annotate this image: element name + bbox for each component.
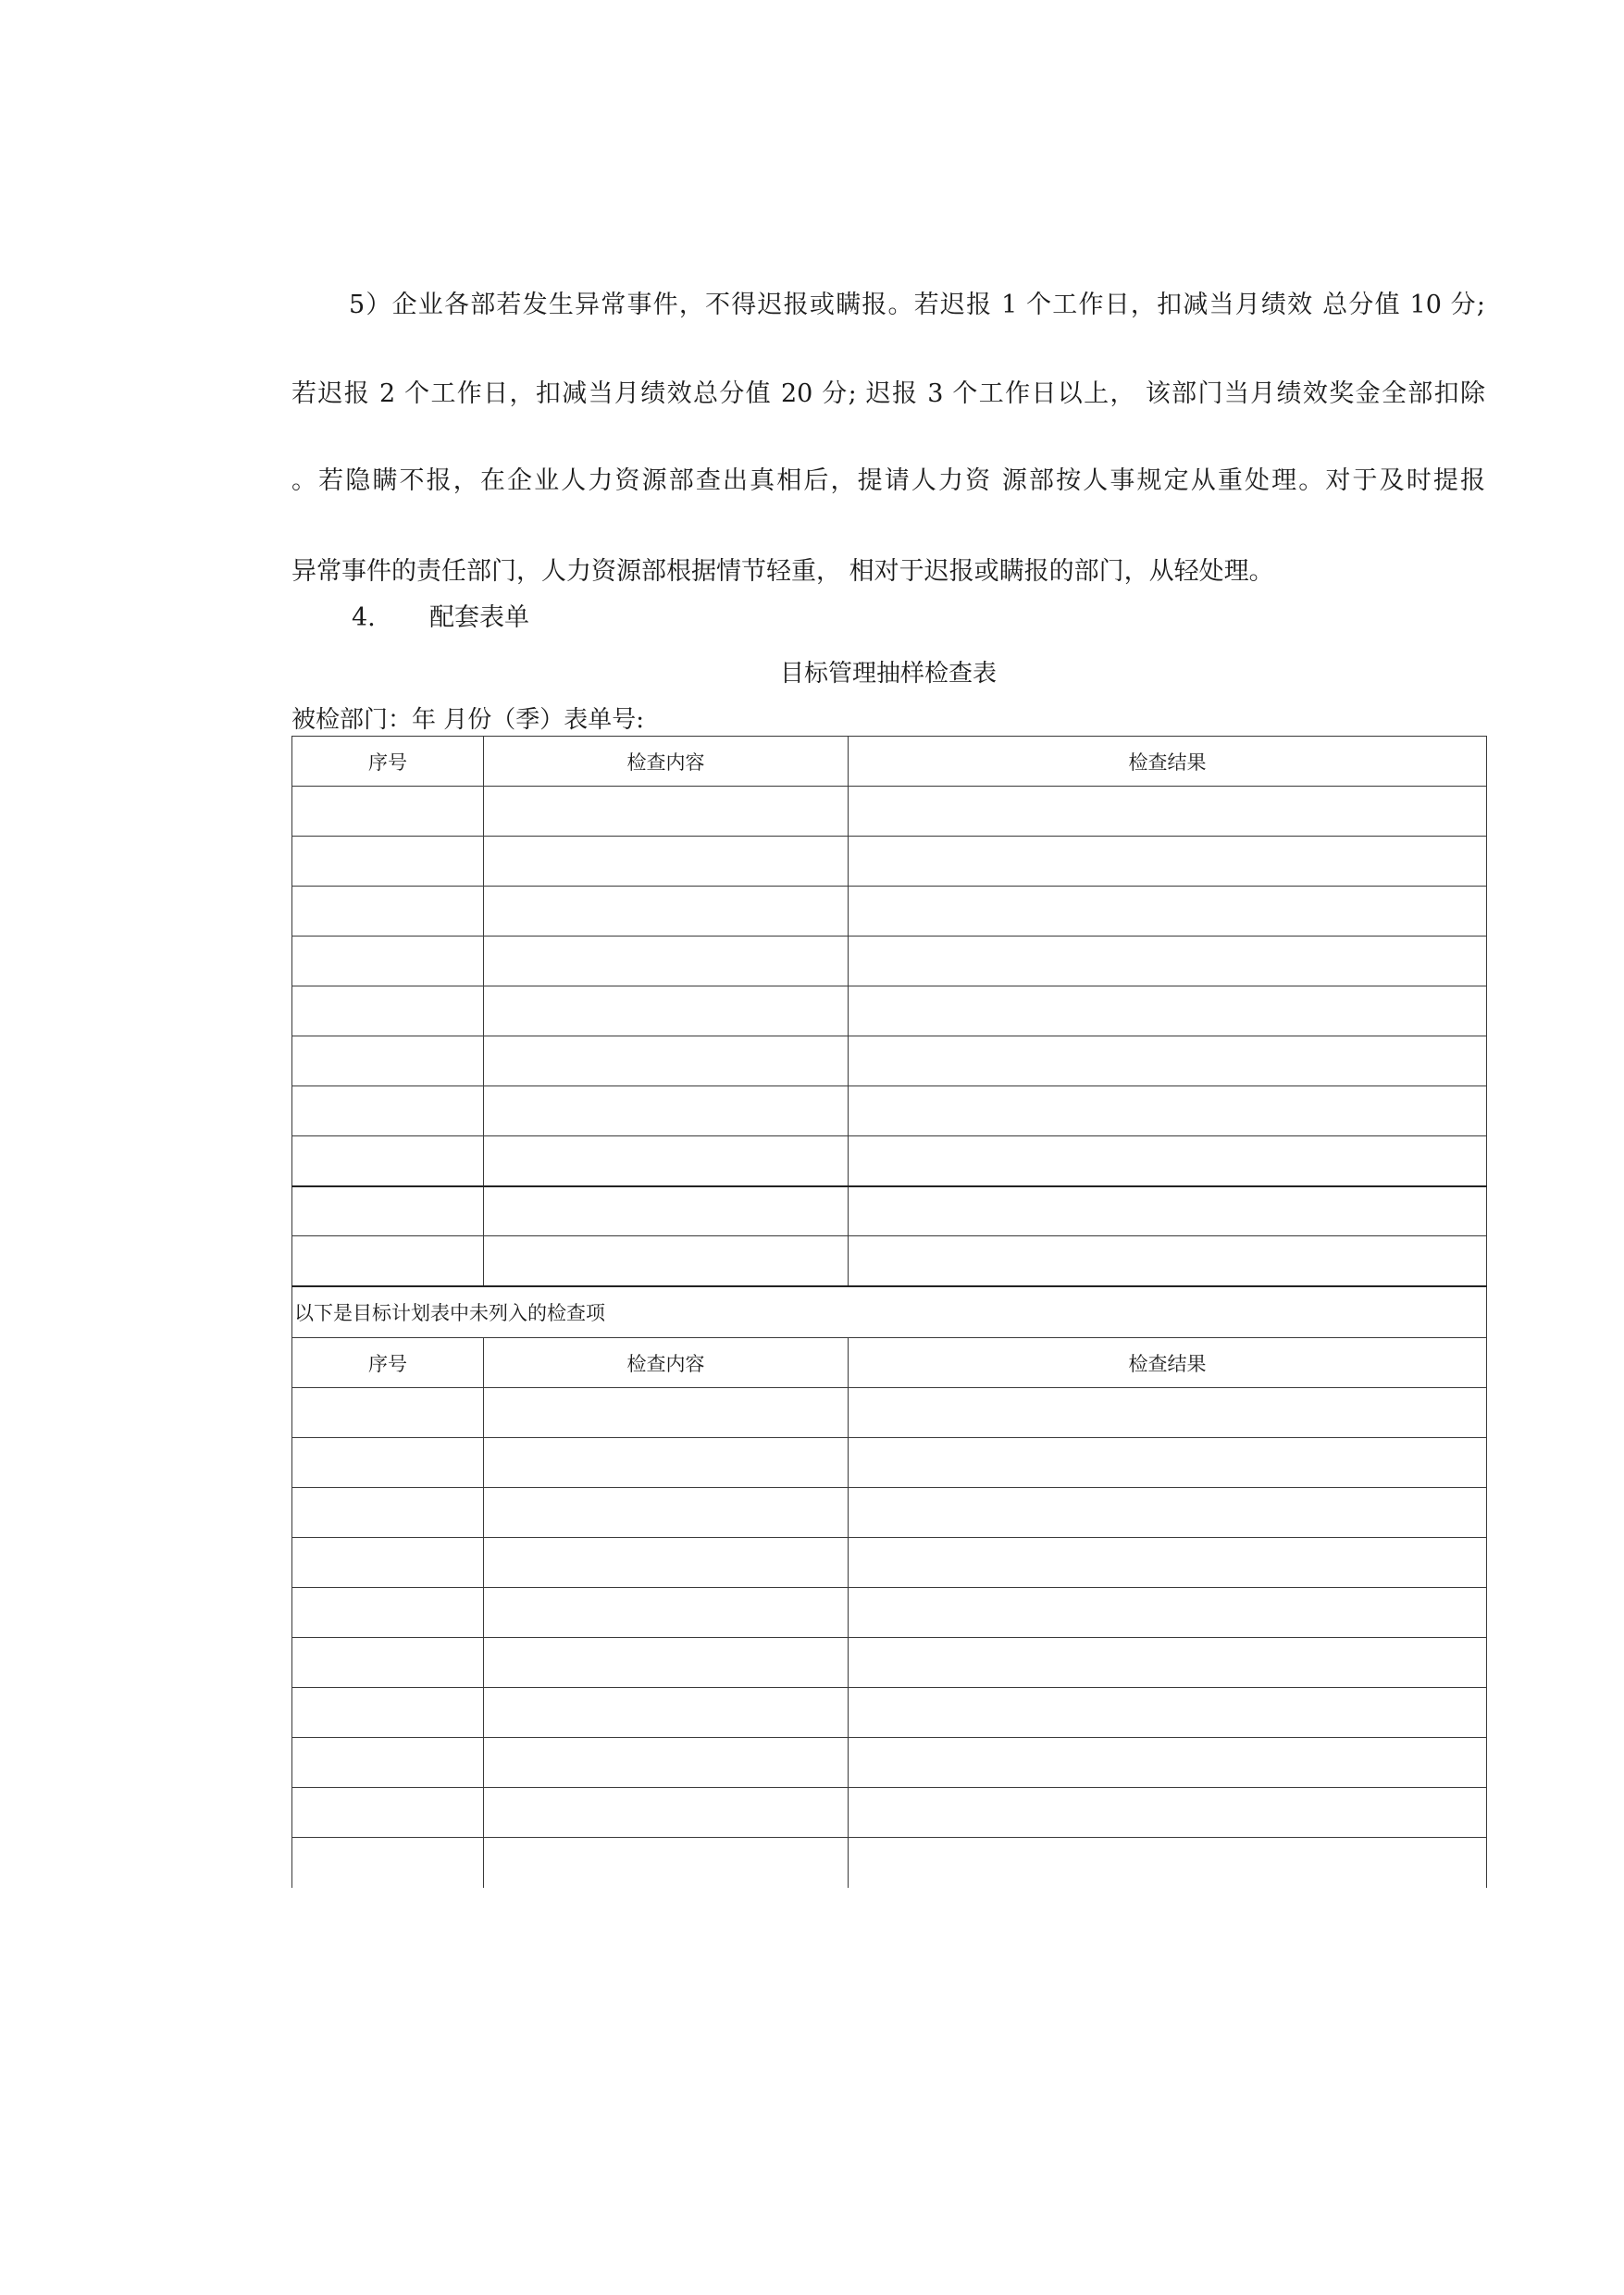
column-header-index: 序号 xyxy=(292,1338,484,1388)
table-row xyxy=(292,1388,1487,1438)
column-header-index: 序号 xyxy=(292,737,484,787)
section-heading xyxy=(352,602,529,635)
table-row xyxy=(292,937,1487,986)
cell-content[interactable] xyxy=(484,1236,849,1286)
table-row xyxy=(292,986,1487,1036)
cell-index[interactable] xyxy=(292,787,484,837)
table-row xyxy=(292,787,1487,837)
cell-index[interactable] xyxy=(292,1738,484,1788)
cell-result[interactable] xyxy=(849,1136,1487,1186)
cell-content[interactable] xyxy=(484,986,849,1036)
cell-result[interactable] xyxy=(849,986,1487,1036)
cell-index[interactable] xyxy=(292,1186,484,1236)
cell-content[interactable] xyxy=(484,1838,849,1888)
cell-index[interactable] xyxy=(292,1638,484,1688)
cell-index[interactable] xyxy=(292,1438,484,1488)
cell-result[interactable] xyxy=(849,1186,1487,1236)
cell-result[interactable] xyxy=(849,1738,1487,1788)
cell-content[interactable] xyxy=(484,1488,849,1538)
table-row xyxy=(292,1488,1487,1538)
table-header-row xyxy=(292,737,1487,787)
section-note-row xyxy=(292,1286,1487,1338)
column-header-content: 检查内容 xyxy=(484,737,849,787)
cell-content[interactable] xyxy=(484,1186,849,1236)
cell-content[interactable] xyxy=(484,1036,849,1086)
column-header-content: 检查内容 xyxy=(484,1338,849,1388)
table-row xyxy=(292,1588,1487,1638)
cell-result[interactable] xyxy=(849,1688,1487,1738)
cell-result[interactable] xyxy=(849,787,1487,837)
paragraph-line-4: 异常事件的责任部门，人力资源部根据情节轻重， 相对于迟报或瞒报的部门，从轻处理。 xyxy=(291,557,1274,586)
cell-index[interactable] xyxy=(292,1588,484,1638)
cell-content[interactable] xyxy=(484,837,849,887)
cell-content[interactable] xyxy=(484,1438,849,1488)
table-row xyxy=(292,1086,1487,1136)
table-row xyxy=(292,1738,1487,1788)
table-row xyxy=(292,1438,1487,1488)
cell-content[interactable] xyxy=(484,1086,849,1136)
form-meta: 被检部门：年 月份（季）表单号: xyxy=(291,706,645,734)
cell-index[interactable] xyxy=(292,1488,484,1538)
cell-result[interactable] xyxy=(849,1086,1487,1136)
cell-index[interactable] xyxy=(292,986,484,1036)
table-row xyxy=(292,1538,1487,1588)
cell-content[interactable] xyxy=(484,937,849,986)
cell-result[interactable] xyxy=(849,1438,1487,1488)
table-row xyxy=(292,1688,1487,1738)
cell-result[interactable] xyxy=(849,1838,1487,1888)
cell-content[interactable] xyxy=(484,1788,849,1838)
column-header-result: 检查结果 xyxy=(849,1338,1487,1388)
cell-index[interactable] xyxy=(292,1388,484,1438)
cell-index[interactable] xyxy=(292,837,484,887)
section-title: 配套表单 xyxy=(429,603,529,632)
cell-result[interactable] xyxy=(849,1638,1487,1688)
cell-result[interactable] xyxy=(849,1788,1487,1838)
cell-result[interactable] xyxy=(849,1538,1487,1588)
cell-index[interactable] xyxy=(292,1036,484,1086)
cell-result[interactable] xyxy=(849,1388,1487,1438)
column-header-result: 检查结果 xyxy=(849,737,1487,787)
table-row xyxy=(292,837,1487,887)
cell-content[interactable] xyxy=(484,1388,849,1438)
cell-content[interactable] xyxy=(484,1136,849,1186)
cell-index[interactable] xyxy=(292,1688,484,1738)
cell-result[interactable] xyxy=(849,837,1487,887)
cell-content[interactable] xyxy=(484,1588,849,1638)
paragraph-line-3: 。若隐瞒不报，在企业人力资源部查出真相后，提请人力资 源部按人事规定从重处理。对于及时提报 xyxy=(291,466,1485,495)
paragraph-line-1: 5）企业各部若发生异常事件，不得迟报或瞒报。若迟报 1 个工作日，扣减当月绩效 总分值 10 分; xyxy=(349,291,1485,319)
cell-index[interactable] xyxy=(292,937,484,986)
table-header-row-2 xyxy=(292,1338,1487,1388)
table-row xyxy=(292,1236,1487,1286)
table-row xyxy=(292,1838,1487,1888)
cell-result[interactable] xyxy=(849,887,1487,937)
table-row xyxy=(292,1638,1487,1688)
cell-result[interactable] xyxy=(849,937,1487,986)
cell-index[interactable] xyxy=(292,1236,484,1286)
cell-result[interactable] xyxy=(849,1236,1487,1286)
table-row xyxy=(292,1788,1487,1838)
inspection-table-body xyxy=(292,737,1487,1888)
cell-index[interactable] xyxy=(292,1538,484,1588)
cell-index[interactable] xyxy=(292,1086,484,1136)
cell-result[interactable] xyxy=(849,1588,1487,1638)
section-number: 4. xyxy=(352,603,376,632)
table-row xyxy=(292,1136,1487,1186)
cell-content[interactable] xyxy=(484,787,849,837)
cell-index[interactable] xyxy=(292,1838,484,1888)
cell-index[interactable] xyxy=(292,887,484,937)
cell-content[interactable] xyxy=(484,1738,849,1788)
cell-content[interactable] xyxy=(484,1688,849,1738)
cell-content[interactable] xyxy=(484,1538,849,1588)
paragraph-line-2: 若迟报 2 个工作日，扣减当月绩效总分值 20 分; 迟报 3 个工作日以上， 该部门当月绩效奖金全部扣除 xyxy=(291,379,1485,408)
cell-index[interactable] xyxy=(292,1136,484,1186)
cell-result[interactable] xyxy=(849,1036,1487,1086)
cell-index[interactable] xyxy=(292,1788,484,1838)
table-row xyxy=(292,887,1487,937)
table-row xyxy=(292,1186,1487,1236)
cell-result[interactable] xyxy=(849,1488,1487,1538)
cell-content[interactable] xyxy=(484,887,849,937)
section-note: 以下是目标计划表中未列入的检查项 xyxy=(292,1286,1487,1338)
inspection-table xyxy=(291,736,1487,1888)
table-row xyxy=(292,1036,1487,1086)
cell-content[interactable] xyxy=(484,1638,849,1688)
form-title: 目标管理抽样检查表 xyxy=(779,660,997,688)
